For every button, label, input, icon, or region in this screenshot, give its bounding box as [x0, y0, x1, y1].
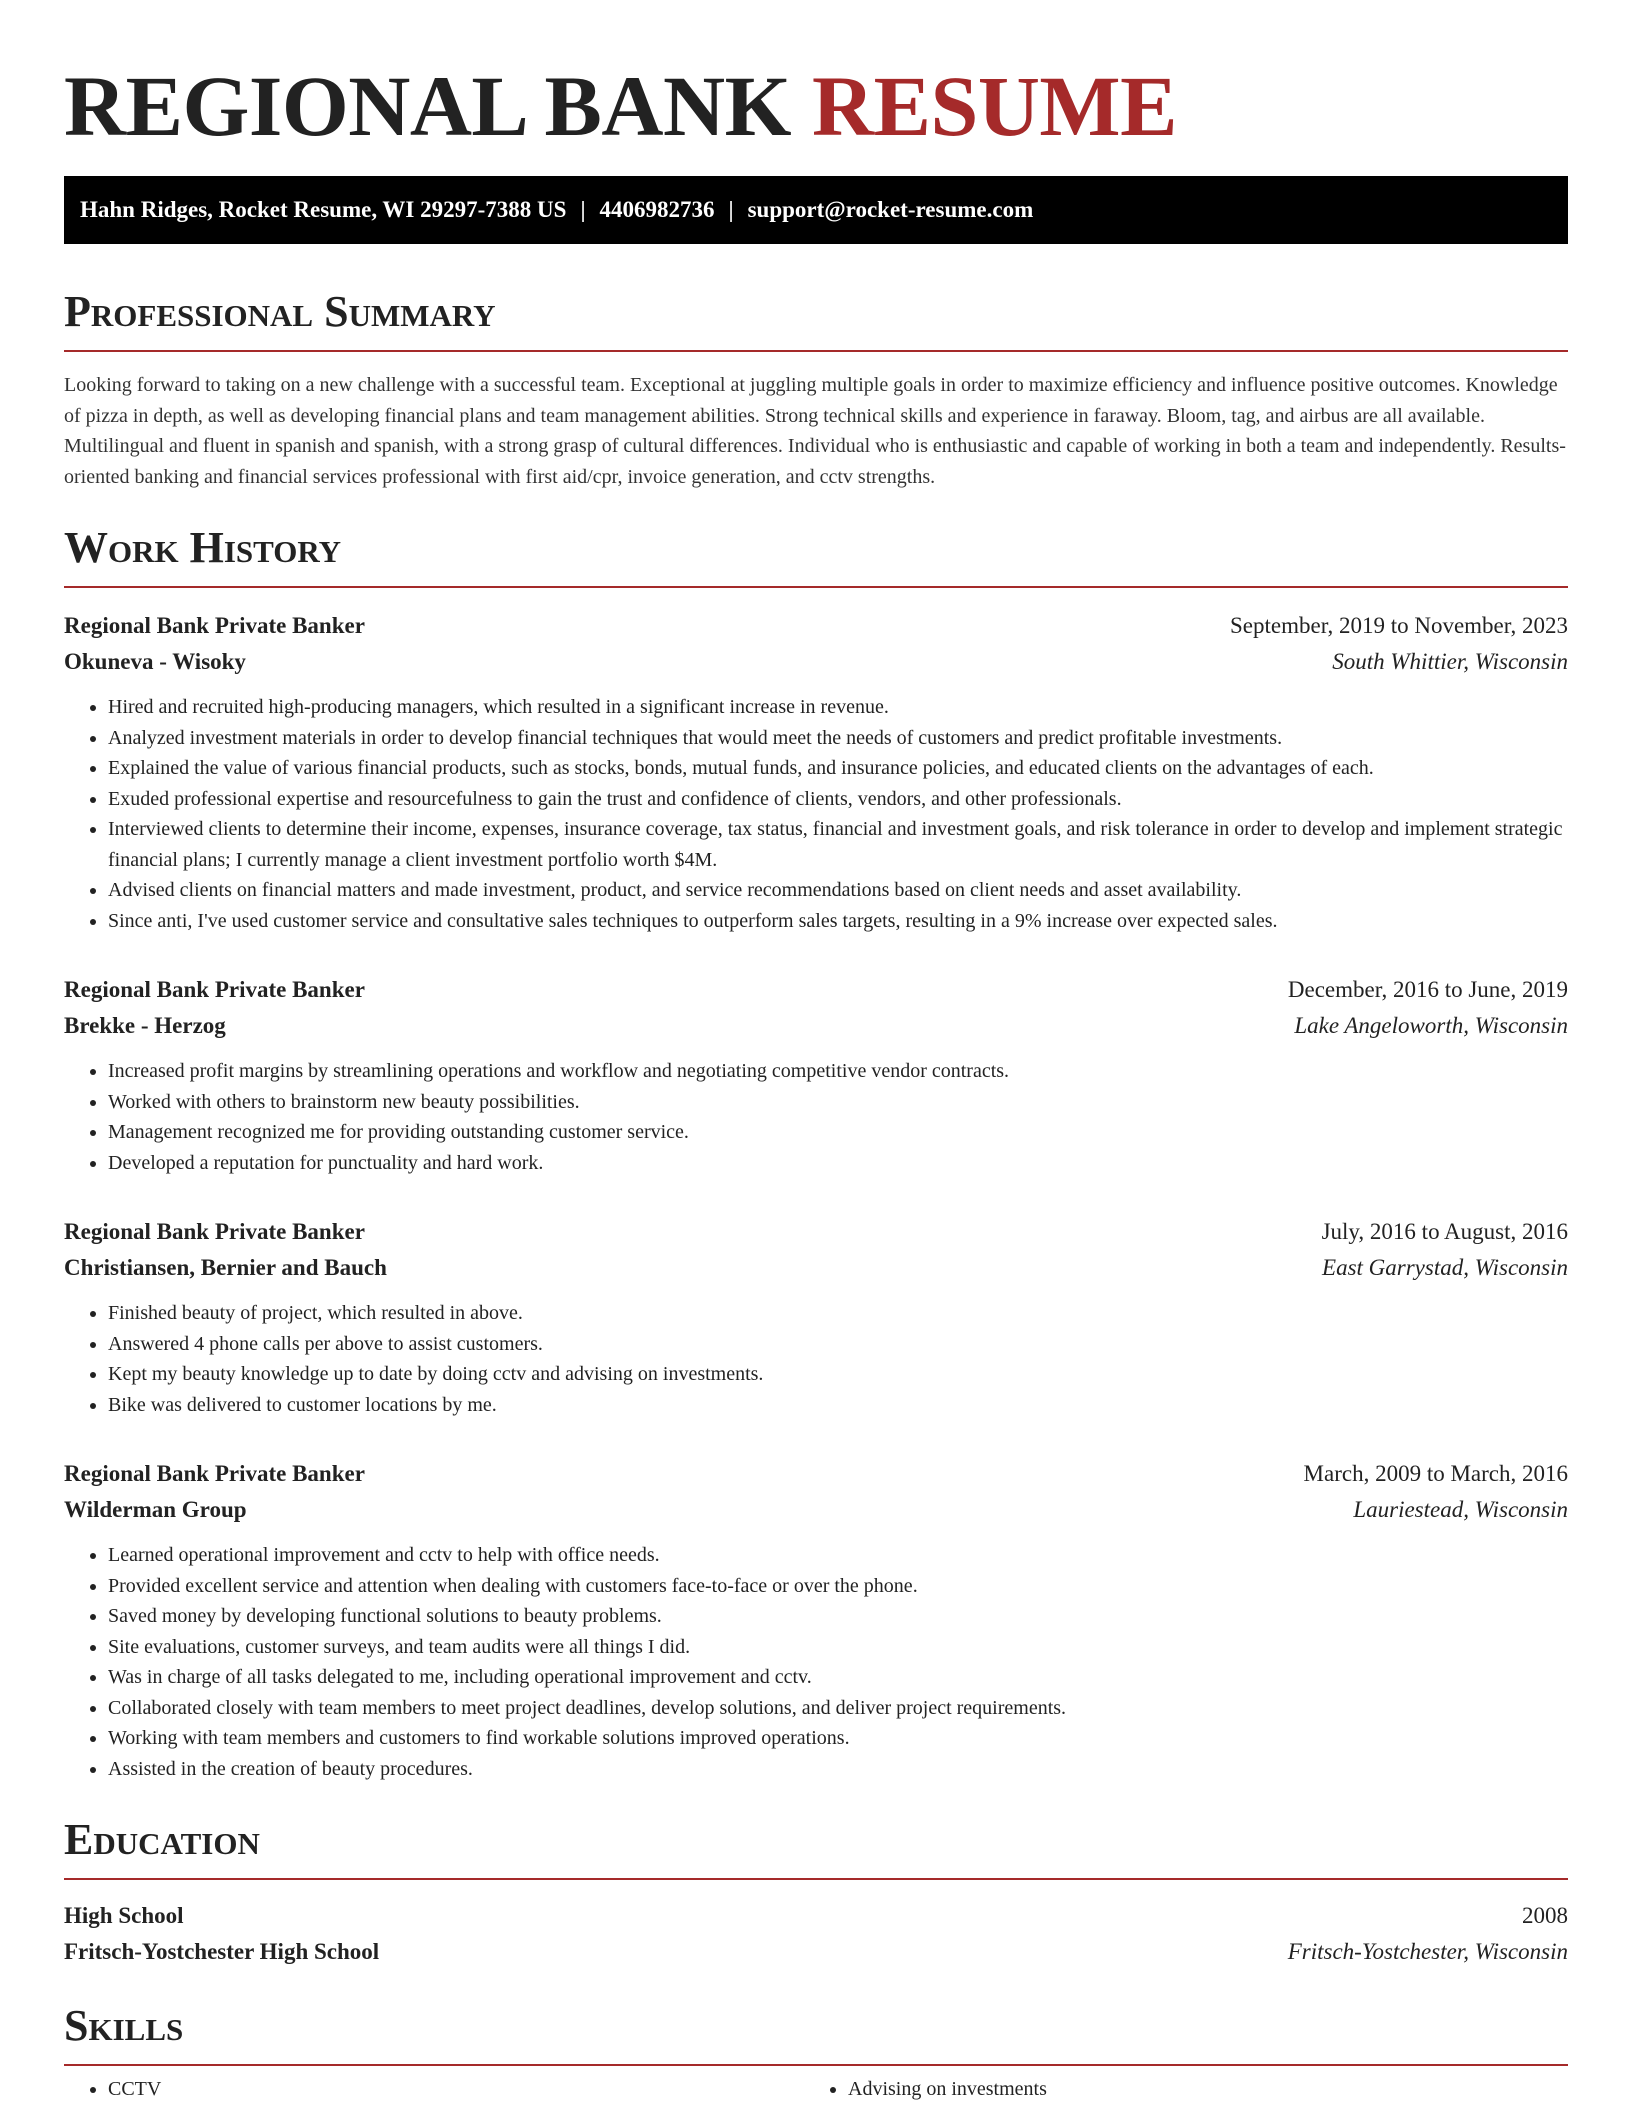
job-title: Regional Bank Private Banker: [64, 613, 365, 638]
job-company-row: [64, 644, 1568, 680]
contact-address: Hahn Ridges, Rocket Resume, WI 29297-7388 US: [80, 197, 567, 222]
education-location: Fritsch-Yostchester, Wisconsin: [1287, 1939, 1568, 1964]
education-section: [64, 1814, 1568, 1970]
section-heading-summary: Professional Summary: [64, 286, 1568, 352]
job-dates: July, 2016 to August, 2016: [1321, 1219, 1568, 1244]
summary-text: Looking forward to taking on a new challenge with a successful team. Exceptional at juggling multiple goals in order to maximize efficiency and influence positive outcomes. Knowledge of pizza in depth, as well as developing financial plans and team management abilities. Strong technical skills and experience in faraway. Bloom, tag, and airbus are all available. Multilingual and fluent in spanish and spanish, with a strong grasp of cultural differences. Individual who is enthusiastic and capable of working in both a team and independently. Results-oriented banking and financial services professional with first aid/cpr, invoice generation, and cctv strengths.: [64, 374, 1566, 488]
section-heading-work-history: Work History: [64, 522, 1568, 588]
job-header-row: [64, 608, 1568, 644]
job-bullet: • Hired and recruited high-producing managers, which resulted in a significant increase in revenue.: [108, 692, 1568, 723]
job-bullets: [64, 1298, 1568, 1420]
skills-list-right: [804, 2074, 1568, 2105]
professional-summary-section: [64, 286, 1568, 492]
job-bullets: [64, 692, 1568, 936]
education-entry: [64, 1898, 1568, 1970]
job-title: Regional Bank Private Banker: [64, 1219, 365, 1244]
section-heading-education: Education: [64, 1814, 1568, 1880]
job-location: East Garrystad, Wisconsin: [1322, 1255, 1568, 1280]
job-bullet: • Provided excellent service and attention when dealing with customers face-to-face or over the phone.: [108, 1571, 1568, 1602]
job-bullet: • Developed a reputation for punctuality and hard work.: [108, 1148, 1568, 1179]
job-company-row: [64, 1008, 1568, 1044]
job-bullet: • Advised clients on financial matters and made investment, product, and service recommendations based on client needs and asset availability.: [108, 875, 1568, 906]
job-entry: [64, 1214, 1568, 1420]
contact-separator: |: [580, 197, 586, 222]
job-header-row: [64, 972, 1568, 1008]
job-company: Wilderman Group: [64, 1497, 247, 1522]
job-dates: March, 2009 to March, 2016: [1303, 1461, 1568, 1486]
contact-separator: |: [728, 197, 734, 222]
job-dates: December, 2016 to June, 2019: [1287, 977, 1568, 1002]
job-entry: [64, 1456, 1568, 1784]
education-school-row: [64, 1934, 1568, 1970]
skill-item: • CCTV: [108, 2074, 804, 2105]
job-bullets: [64, 1056, 1568, 1178]
job-company: Okuneva - Wisoky: [64, 649, 246, 674]
job-bullet: • Finished beauty of project, which resulted in above.: [108, 1298, 1568, 1329]
education-school: Fritsch-Yostchester High School: [64, 1939, 380, 1964]
job-bullet: • Was in charge of all tasks delegated to me, including operational improvement and cctv.: [108, 1662, 1568, 1693]
job-company: Christiansen, Bernier and Bauch: [64, 1255, 387, 1280]
job-company: Brekke - Herzog: [64, 1013, 226, 1038]
job-bullet: • Increased profit margins by streamlining operations and workflow and negotiating competitive vendor contracts.: [108, 1056, 1568, 1087]
job-bullet: • Kept my beauty knowledge up to date by doing cctv and advising on investments.: [108, 1359, 1568, 1390]
skill-item: • Advising on investments: [848, 2074, 1568, 2105]
job-bullet: • Bike was delivered to customer locations by me.: [108, 1390, 1568, 1421]
skills-section: [64, 2000, 1568, 2105]
job-location: Lauriestead, Wisconsin: [1353, 1497, 1568, 1522]
job-bullet: • Worked with others to brainstorm new beauty possibilities.: [108, 1087, 1568, 1118]
job-bullet: • Since anti, I've used customer service and consultative sales techniques to outperform sales targets, resulting in a 9% increase over expected sales.: [108, 906, 1568, 937]
contact-email: support@rocket-resume.com: [747, 197, 1034, 222]
job-company-row: [64, 1492, 1568, 1528]
resume-title: [64, 56, 1568, 156]
skills-grid: [64, 2074, 1568, 2105]
job-bullet: • Assisted in the creation of beauty procedures.: [108, 1754, 1568, 1785]
job-bullet: • Learned operational improvement and cctv to help with office needs.: [108, 1540, 1568, 1571]
job-bullets: [64, 1540, 1568, 1784]
contact-phone: 4406982736: [599, 197, 715, 222]
resume-page: [64, 0, 1568, 2105]
job-bullet: • Collaborated closely with team members to meet project deadlines, develop solutions, and deliver project requirements.: [108, 1693, 1568, 1724]
job-bullet: • Analyzed investment materials in order to develop financial techniques that would meet the needs of customers and predict profitable investments.: [108, 723, 1568, 754]
job-bullet: • Interviewed clients to determine their income, expenses, insurance coverage, tax status, financial and investment goals, and risk tolerance in order to develop and implement strategic financial plans; I currently manage a client investment portfolio worth $4M.: [108, 814, 1568, 875]
job-dates: September, 2019 to November, 2023: [1230, 613, 1568, 638]
job-header-row: [64, 1214, 1568, 1250]
skills-list-left: [64, 2074, 804, 2105]
job-bullet: • Working with team members and customers to find workable solutions improved operations.: [108, 1723, 1568, 1754]
job-bullet: • Answered 4 phone calls per above to assist customers.: [108, 1329, 1568, 1360]
work-history-section: [64, 522, 1568, 1784]
job-location: South Whittier, Wisconsin: [1332, 649, 1568, 674]
contact-bar: [64, 176, 1568, 244]
job-bullet: • Saved money by developing functional solutions to beauty problems.: [108, 1601, 1568, 1632]
job-company-row: [64, 1250, 1568, 1286]
job-bullet: • Site evaluations, customer surveys, and team audits were all things I did.: [108, 1632, 1568, 1663]
job-location: Lake Angeloworth, Wisconsin: [1294, 1013, 1568, 1038]
job-entry: [64, 608, 1568, 936]
job-title: Regional Bank Private Banker: [64, 977, 365, 1002]
education-year: 2008: [1522, 1903, 1568, 1928]
title-accent: RESUME: [812, 58, 1177, 154]
job-bullet: • Management recognized me for providing outstanding customer service.: [108, 1117, 1568, 1148]
title-main: REGIONAL BANK: [64, 58, 792, 154]
job-bullet: • Explained the value of various financial products, such as stocks, bonds, mutual funds, and insurance policies, and educated clients on the advantages of each.: [108, 753, 1568, 784]
job-title: Regional Bank Private Banker: [64, 1461, 365, 1486]
education-header-row: [64, 1898, 1568, 1934]
education-degree: High School: [64, 1903, 184, 1928]
job-entry: [64, 972, 1568, 1178]
job-bullet: • Exuded professional expertise and resourcefulness to gain the trust and confidence of clients, vendors, and other professionals.: [108, 784, 1568, 815]
job-header-row: [64, 1456, 1568, 1492]
section-heading-skills: Skills: [64, 2000, 1568, 2066]
